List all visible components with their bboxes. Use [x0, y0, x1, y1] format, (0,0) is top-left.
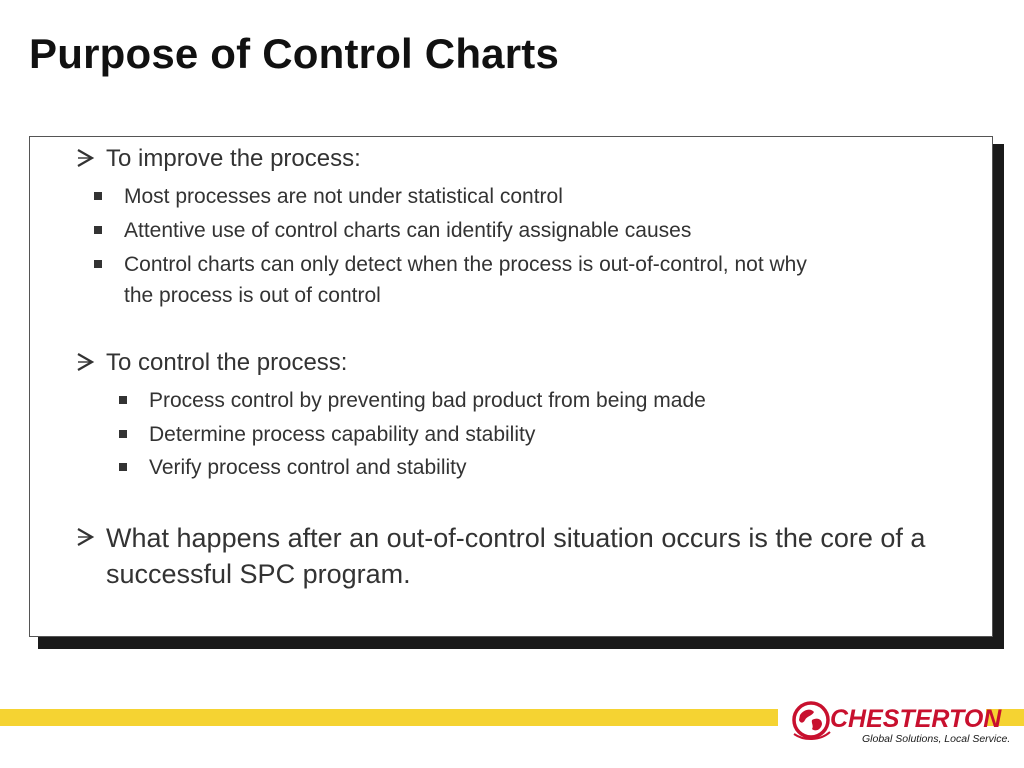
slide-title: Purpose of Control Charts — [29, 30, 560, 77]
square-bullet-icon — [119, 430, 127, 438]
arrow-bullet-icon — [75, 527, 96, 547]
footer-accent-bar — [0, 709, 778, 726]
chesterton-logo — [790, 696, 1011, 746]
square-bullet-icon — [119, 463, 127, 471]
section-heading-improve: To improve the process: — [75, 145, 475, 177]
arrow-bullet-icon — [75, 148, 96, 168]
square-bullet-icon — [94, 260, 102, 268]
square-bullet-icon — [94, 226, 102, 234]
globe-logo-icon — [794, 703, 830, 739]
section-heading-control: To control the process: — [75, 349, 475, 381]
section-heading-spc: What happens after an out-of-control situation occurs is the core of a successful SPC program. — [75, 520, 995, 592]
square-bullet-icon — [119, 396, 127, 404]
arrow-bullet-icon — [75, 352, 96, 372]
logo-wordmark: CHESTERTON — [830, 705, 1002, 733]
logo-tagline: Global Solutions, Local Service. — [862, 733, 1011, 745]
square-bullet-icon — [94, 192, 102, 200]
